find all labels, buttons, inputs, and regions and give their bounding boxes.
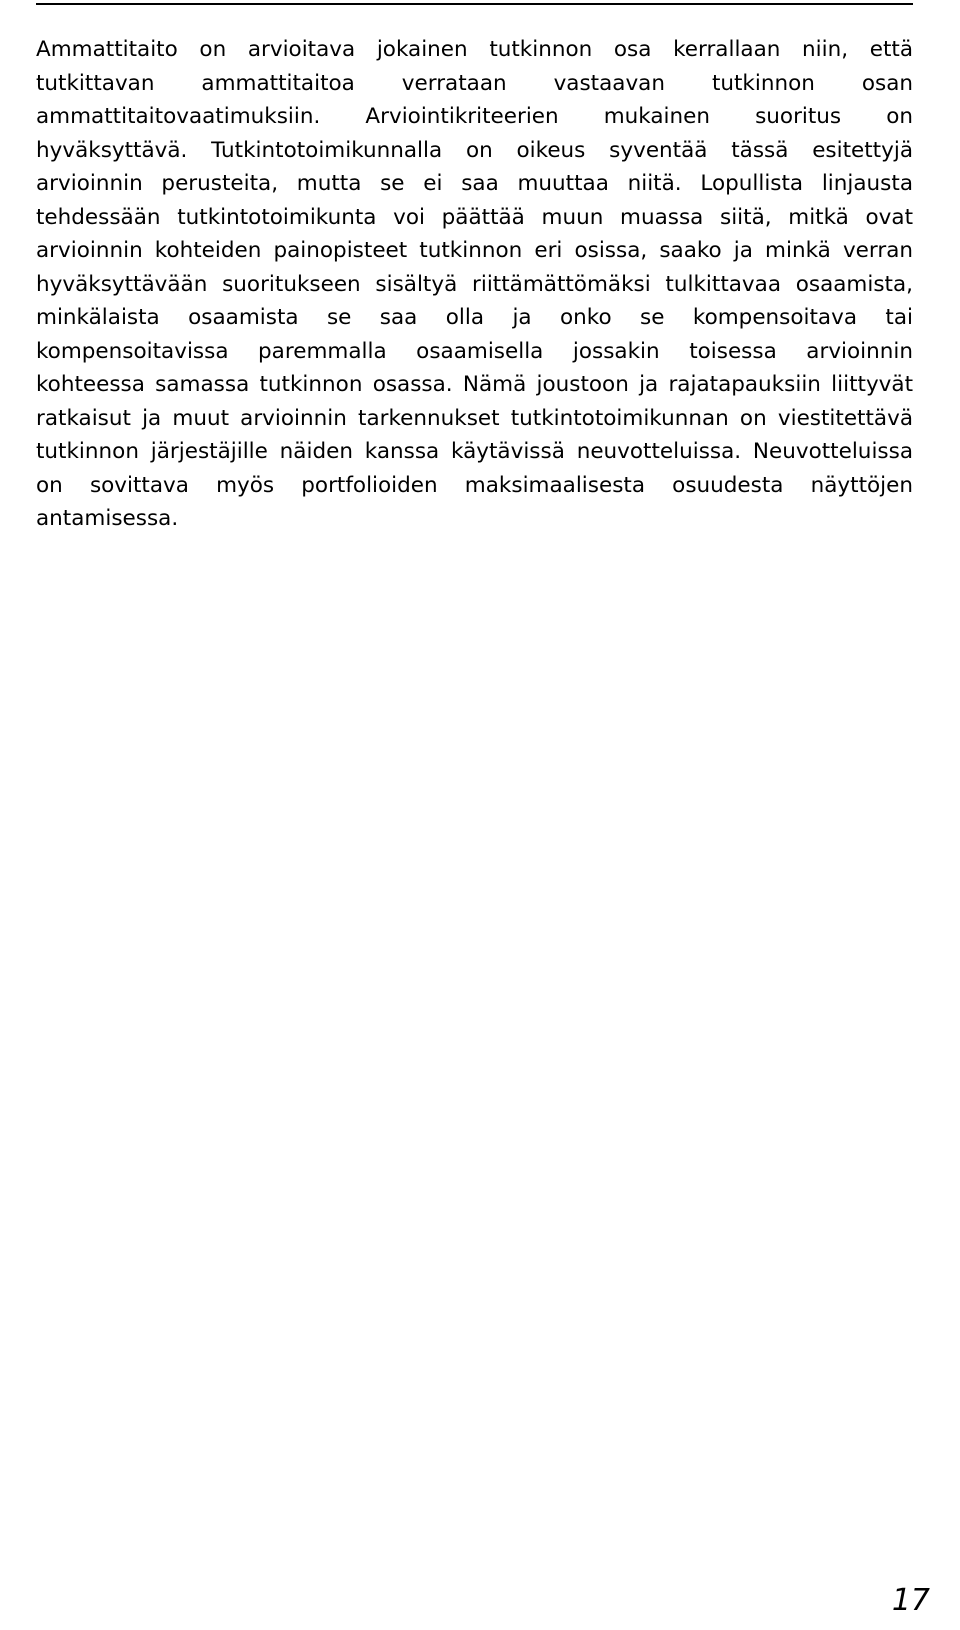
body-paragraph: Ammattitaito on arvioitava jokainen tutkinnon osa kerrallaan niin, että tutkittavan ammattitaitoa verrataan vastaavan tutkinnon osan ammattitaitovaatimuksiin. Arviointikriteerien mukainen suoritus on hyväksyttävä. Tutkintotoimikunnalla on oikeus syventää tässä esitettyjä arvioinnin perusteita, mutta se ei saa muuttaa niitä. Lopullista linjausta tehdessään tutkintotoimikunta voi päättää muun muassa siitä, mitkä ovat arvioinnin kohteiden painopisteet tutkinnon eri osissa, saako ja minkä verran hyväksyttävään suoritukseen sisältyä riittämättömäksi tulkittavaa osaamista, minkälaista osaamista se saa olla ja onko se kompensoitava tai kompensoitavissa paremmalla osaamisella jossakin toisessa arvioinnin kohteessa samassa tutkinnon osassa. Nämä joustoon ja rajatapauksiin liittyvät ratkaisut ja muut arvioinnin tarkennukset tutkintotoimikunnan on viestitettävä tutkinnon järjestäjille näiden kanssa käytävissä neuvotteluissa. Neuvotteluissa on sovittava myös portfolioiden maksimaalisesta osuudesta näyttöjen antamisessa.	[36, 37, 913, 531]
top-rule	[36, 3, 913, 5]
page-number: 17	[891, 1583, 930, 1618]
